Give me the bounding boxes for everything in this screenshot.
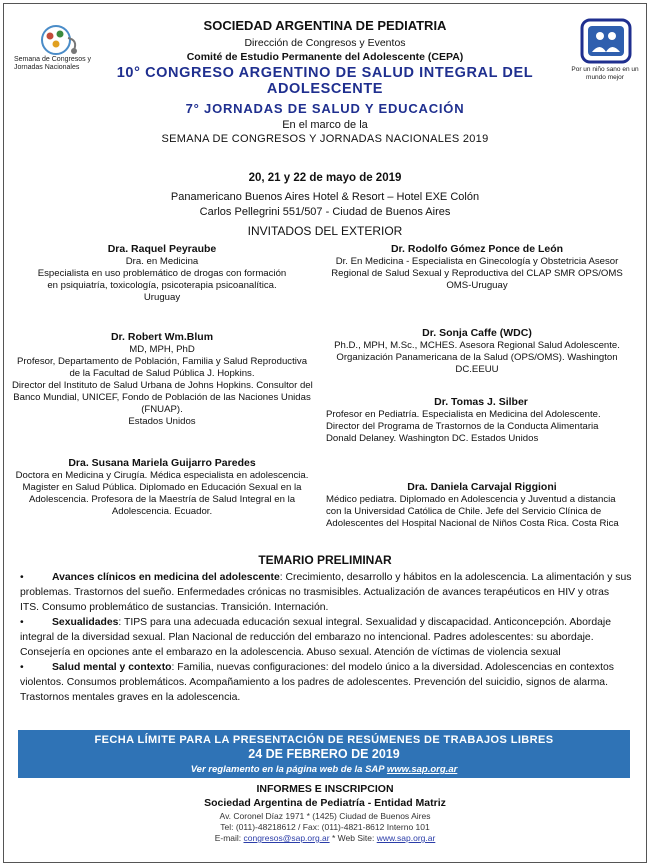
guest-line: DC.EEUU xyxy=(455,364,499,375)
bullet-icon: • xyxy=(20,572,24,583)
guest-name: Dr. Tomas J. Silber xyxy=(434,396,528,408)
guest-line: Dr. En Medicina - Especialista en Ginecología y Obstetricia Asesor xyxy=(335,256,619,267)
guest-line: Uruguay xyxy=(143,292,181,303)
guest-line: Médico pediatra. Diplomado en Adolescencia y Juventud a distancia xyxy=(326,494,616,505)
list-item xyxy=(20,570,632,615)
guest-line: Adolescentes del Hospital Nacional de Niños Costa Rica. Costa Rica xyxy=(326,518,619,529)
guest-name: Dra. Susana Mariela Guijarro Paredes xyxy=(68,457,256,469)
guest-block xyxy=(318,327,636,376)
temario-title: TEMARIO PRELIMINAR xyxy=(258,553,392,567)
footer-entity: Sociedad Argentina de Pediatría - Entidad Matriz xyxy=(204,797,446,809)
guest-line: Especialista en uso problemático de drogas con formación xyxy=(37,268,287,279)
topic-text: Consejería en opciones ante el embarazo en la adolescencia. Abuso sexual. Atención de víctimas de violencia sexual xyxy=(20,647,561,658)
guest-line: Profesor en Pediatría. Especialista en Medicina del Adolescente. xyxy=(326,409,601,420)
guest-line: Doctora en Medicina y Cirugía. Médica especialista en adolescencia. xyxy=(15,470,309,481)
email-label: E-mail: xyxy=(214,833,244,843)
topic-text: : Familia, nuevas configuraciones: del modelo único a la diversidad. Adolescencias en contextos xyxy=(171,662,614,673)
guest-line: con la Universidad Católica de Chile. Jefe del Servicio Clínica de xyxy=(326,506,602,517)
guest-block xyxy=(326,396,636,445)
topic-text: Trastornos mentales graves en la adolescencia. xyxy=(20,692,241,703)
logo-right-caption: Por un niño sano en un mundo mejor xyxy=(571,66,639,81)
guest-line: Profesor, Departamento de Población, Familia y Salud Reproductiva xyxy=(16,356,308,367)
guest-line: OMS-Uruguay xyxy=(446,280,508,291)
email-link[interactable]: congresos@sap.org.ar xyxy=(243,833,330,843)
footer-phone: Tel: (011)-48218612 / Fax: (011)-4821-8612 Interno 101 xyxy=(220,822,430,832)
guests-title: INVITADOS DEL EXTERIOR xyxy=(247,224,403,238)
topic-text: ITS. Consumo problemático de sustancias. Transición. Internación. xyxy=(20,602,329,613)
guest-name: Dra. Daniela Carvajal Riggioni xyxy=(407,481,557,493)
event-address: Carlos Pellegrini 551/507 - Ciudad de Buenos Aires xyxy=(199,206,451,218)
context-line: En el marco de la xyxy=(282,119,368,131)
guest-block xyxy=(8,457,316,518)
guest-line: Director del Instituto de Salud Urbana de Johns Hopkins. Consultor del xyxy=(12,380,313,391)
footer-address: Av. Coronel Díaz 1971 * (1425) Ciudad de Buenos Aires xyxy=(219,811,431,821)
guest-block xyxy=(12,331,312,428)
guest-line: Dra. en Medicina xyxy=(125,256,199,267)
guest-line: (FNUAP). xyxy=(141,404,183,415)
web-label: * Web Site: xyxy=(329,833,377,843)
guest-block xyxy=(326,481,638,530)
guest-name: Dr. Robert Wm.Blum xyxy=(110,331,214,343)
organization-name: SOCIEDAD ARGENTINA DE PEDIATRIA xyxy=(203,18,447,33)
deadline-date: 24 DE FEBRERO DE 2019 xyxy=(248,747,400,761)
guest-line: MD, MPH, PhD xyxy=(129,344,195,355)
guest-block xyxy=(318,243,636,292)
guest-line: Donald Delaney. Washington DC. Estados Unidos xyxy=(326,433,539,444)
regulation-link[interactable]: www.sap.org.ar xyxy=(386,764,458,775)
jornadas-title: 7° JORNADAS DE SALUD Y EDUCACIÓN xyxy=(185,101,465,116)
bullet-icon: • xyxy=(20,617,24,628)
event-venue: Panamericano Buenos Aires Hotel & Resort – Hotel EXE Colón xyxy=(170,191,480,203)
guest-line: Regional de Salud Sexual y Reproductiva del CLAP SMR OPS/OMS xyxy=(331,268,623,279)
guest-line: Director del Programa de Trastornos de la Conducta Alimentaria xyxy=(326,421,599,432)
web-link[interactable]: www.sap.org.ar xyxy=(376,833,436,843)
topic-text: violentos. Consumos problemáticos. Acompañamiento a los padres de adolescentes. Prevención del suicidio, signos de alarma. xyxy=(20,677,608,688)
guest-line: de la Facultad de Salud Pública J. Hopkins. xyxy=(69,368,255,379)
guest-line: Estados Unidos xyxy=(128,416,196,427)
deadline-label: FECHA LÍMITE PARA LA PRESENTACIÓN DE RESÚMENES DE TRABAJOS LIBRES xyxy=(94,734,554,746)
guest-line: Ph.D., MPH, M.Sc., MCHES. Asesora Regional Salud Adolescente. xyxy=(334,340,620,351)
topic-text: problemas. Trastornos del sueño. Enfermedades crónicas no trasmisibles. Actualización de avances terapéuticos en HIV y otras xyxy=(20,587,610,598)
guest-name: Dr. Sonja Caffe (WDC) xyxy=(422,327,532,339)
topic-text: : TIPS para una adecuada educación sexual integral. Sexualidad y discapacidad. Anticoncepción. Abordaje xyxy=(118,617,611,628)
bullet-icon: • xyxy=(20,662,24,673)
temario-list xyxy=(20,570,632,705)
footer-contact xyxy=(0,833,650,843)
event-dates: 20, 21 y 22 de mayo de 2019 xyxy=(248,172,402,184)
guest-line: en psiquiatría, toxicología, psicoterapia psicoanalítica. xyxy=(47,280,277,291)
logo-left-caption: Semana de Congresos y Jornadas Nacionales xyxy=(14,56,92,71)
regulation-line xyxy=(18,764,630,775)
regulation-text: Ver reglamento en la página web de la SAP xyxy=(190,764,387,775)
topic-text: : Crecimiento, desarrollo y hábitos en la adolescencia. La alimentación y sus xyxy=(279,572,632,583)
topic-label: Salud mental y contexto xyxy=(52,662,172,673)
guest-name: Dra. Raquel Peyraube xyxy=(107,243,217,255)
topic-label: Avances clínicos en medicina del adolescente xyxy=(52,572,280,583)
guest-line: Adolescencia. Profesora de la Maestría de Salud Integral en la xyxy=(28,494,296,505)
direction-name: Dirección de Congresos y Eventos xyxy=(244,37,406,49)
congress-title: 10° CONGRESO ARGENTINO DE SALUD INTEGRAL DEL ADOLESCENTE xyxy=(116,65,534,97)
topic-text: integral de la diversidad sexual. Plan Nacional de reducción del embarazo no intencional. Padres adolescentes: su abordaje. xyxy=(20,632,594,643)
deadline-banner xyxy=(18,730,630,778)
week-title: SEMANA DE CONGRESOS Y JORNADAS NACIONALES 2019 xyxy=(161,133,489,145)
footer-title: INFORMES E INSCRIPCION xyxy=(256,783,394,795)
guest-line: Banco Mundial, UNICEF, Fondo de Población de las Naciones Unidas xyxy=(13,392,311,403)
guest-line: Organización Panamericana de la Salud (OPS/OMS). Washington xyxy=(336,352,618,363)
guest-line: Adolescencia. Ecuador. xyxy=(111,506,213,517)
guest-name: Dr. Rodolfo Gómez Ponce de León xyxy=(390,243,564,255)
committee-name: Comité de Estudio Permanente del Adolescente (CEPA) xyxy=(186,51,464,63)
guest-line: Magister en Salud Pública. Diplomado en Educación Sexual en la xyxy=(22,482,302,493)
list-item xyxy=(20,660,632,705)
topic-label: Sexualidades xyxy=(52,617,119,628)
guest-block xyxy=(12,243,312,304)
list-item xyxy=(20,615,632,660)
